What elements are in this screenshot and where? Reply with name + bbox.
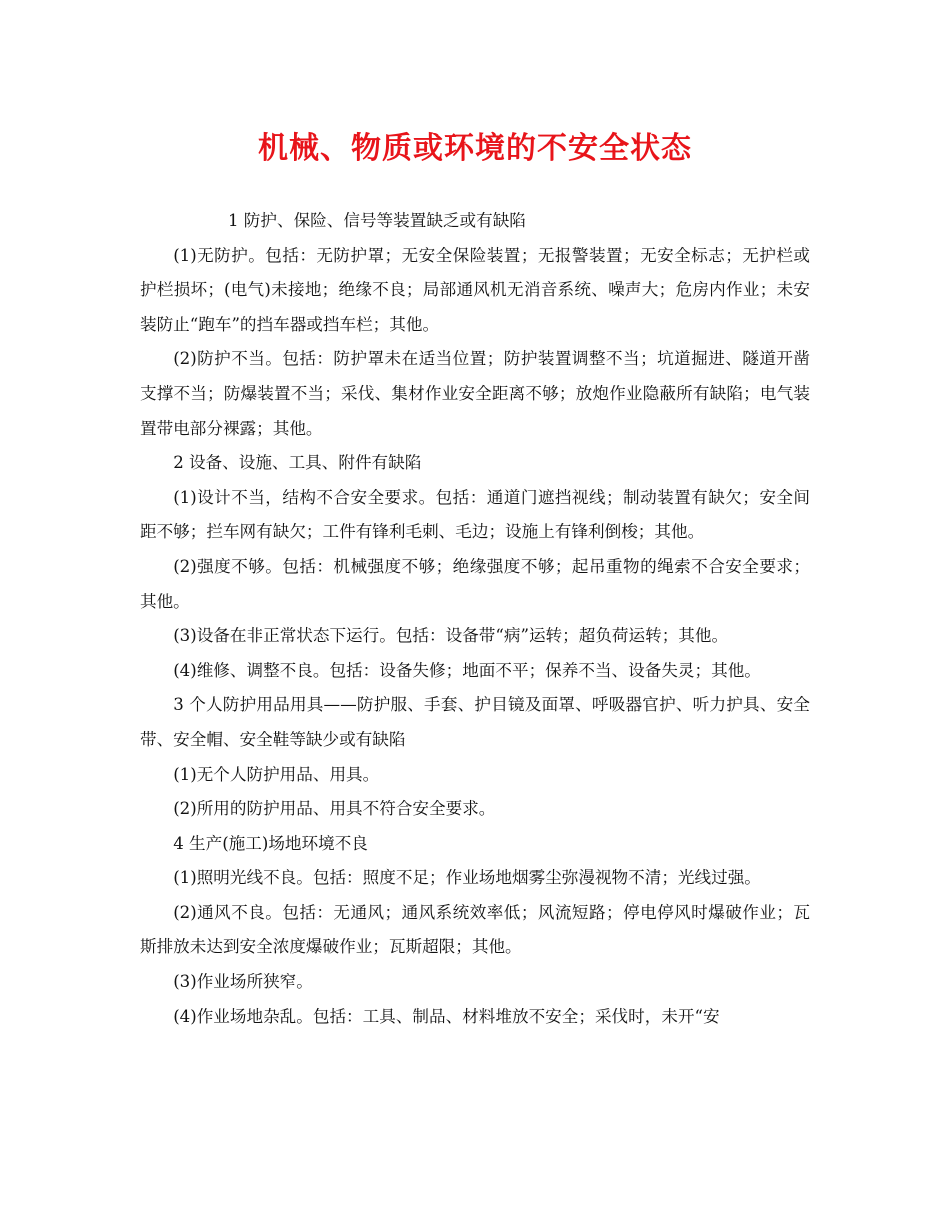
section-heading-1: 1 防护、保险、信号等装置缺乏或有缺陷	[227, 211, 526, 230]
paragraph-2-1: (1)设计不当，结构不合安全要求。包括：通道门遮挡视线；制动装置有缺欠；安全间距不够；拦车网有缺欠；工件有锋利毛刺、毛边；设施上有锋利倒梭；其他。	[140, 487, 810, 542]
paragraph-4-4: (4)作业场地杂乱。包括：工具、制品、材料堆放不安全；采伐时，未开“安	[173, 1006, 720, 1026]
paragraph-2-2: (2)强度不够。包括：机械强度不够；绝缘强度不够；起吊重物的绳索不合安全要求；其他。	[140, 556, 810, 611]
paragraph-3-1: (1)无个人防护用品、用具。	[173, 764, 380, 784]
section-heading-4: 4 生产(施工)场地环境不良	[173, 833, 368, 853]
document-body	[140, 204, 810, 1034]
document-title: 机械、物质或环境的不安全状态	[258, 131, 692, 166]
paragraph-1-1: (1)无防护。包括：无防护罩；无安全保险装置；无报警装置；无安全标志；无护栏或护栏损坏；(电气)未接地；绝缘不良；局部通风机无消音系统、噪声大；危房内作业；未安装防止“跑车”的挡车器或挡车栏；其他。	[140, 245, 810, 334]
paragraph-4-2: (2)通风不良。包括：无通风；通风系统效率低；风流短路；停电停风时爆破作业；瓦斯排放未达到安全浓度爆破作业；瓦斯超限；其他。	[140, 902, 810, 957]
section-heading-3: 3 个人防护用品用具——防护服、手套、护目镜及面罩、呼吸器官护、听力护具、安全带、安全帽、安全鞋等缺少或有缺陷	[140, 695, 810, 749]
paragraph-2-3: (3)设备在非正常状态下运行。包括：设备带“病”运转；超负荷运转；其他。	[173, 626, 729, 646]
paragraph-4-3: (3)作业场所狭窄。	[173, 972, 313, 992]
paragraph-1-2: (2)防护不当。包括：防护罩未在适当位置；防护装置调整不当；坑道掘进、隧道开凿支撑不当；防爆装置不当；采伐、集材作业安全距离不够；放炮作业隐蔽所有缺陷；电气装置带电部分裸露；其他。	[140, 349, 810, 438]
paragraph-4-1: (1)照明光线不良。包括：照度不足；作业场地烟雾尘弥漫视物不清；光线过强。	[173, 868, 761, 888]
section-heading-2: 2 设备、设施、工具、附件有缺陷	[173, 453, 422, 473]
paragraph-3-2: (2)所用的防护用品、用具不符合安全要求。	[173, 799, 496, 819]
paragraph-2-4: (4)维修、调整不良。包括：设备失修；地面不平；保养不当、设备失灵；其他。	[173, 660, 761, 680]
